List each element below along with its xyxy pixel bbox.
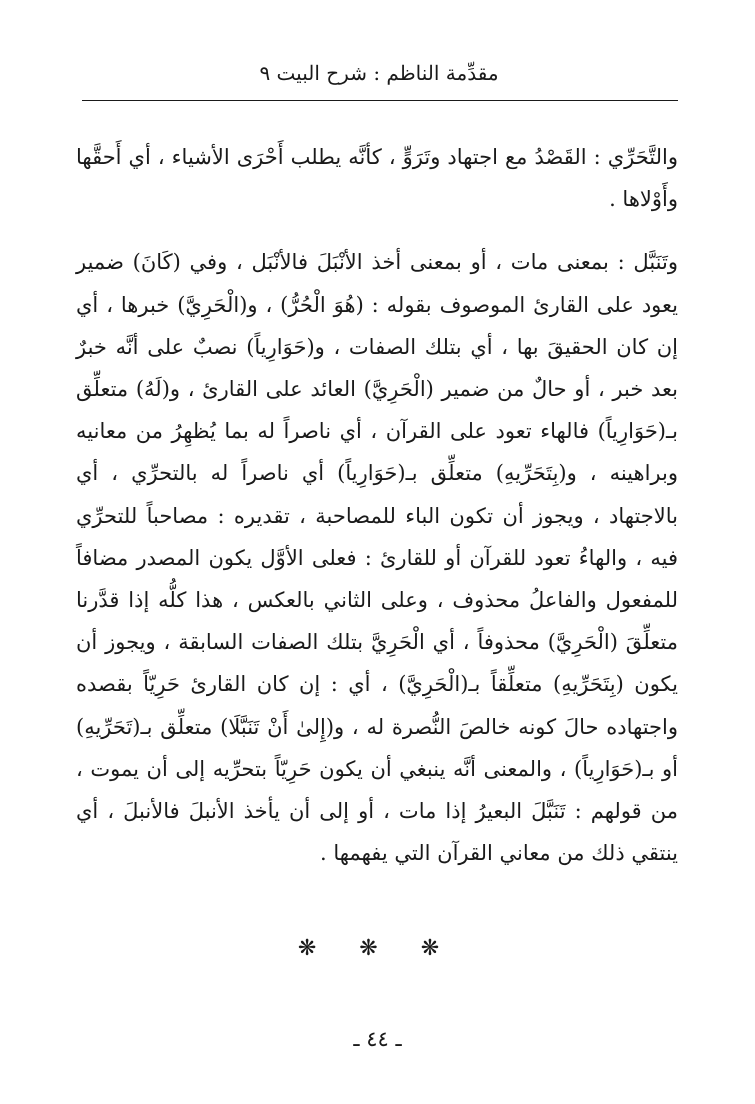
page-number: ـ ٤٤ ـ (353, 1027, 402, 1051)
header-rule (82, 100, 678, 101)
paragraph-definition-tahharri: والتَّحَرِّي : القَصْدُ مع اجتهاد وتَرَوٍّ ، كأنَّه يطلب أَحْرَى الأشياء ، أي أَحقَّها وأَوْلاها . (76, 145, 678, 212)
section-separator: ❋ ❋ ❋ (297, 936, 458, 961)
body-text (76, 136, 678, 874)
paragraph-definition-tanabbal: وتَنَبَّل : بمعنى مات ، أو بمعنى أخذ الأنْبَلَ فالأنْبَل ، وفي (كَانَ) ضمير يعود على القارئ الموصوف بقوله : (هُوَ الْحُرُّ) ، و(الْحَرِيَّ) خبرها ، أي إن كان الحقيقَ بها ، أي بتلك الصفات ، و(حَوَارِياً) نصبٌ على أنَّه خبرٌ بعد خبر ، أو حالٌ من ضمير (الْحَرِيَّ) العائد على القارئ ، و(لَهُ) متعلِّق بـ(حَوَارِياً) فالهاء تعود على القرآن ، أي ناصراً له بما يُظهِرُ من معانيه وبراهينه ، و(بِتَحَرِّيهِ) متعلِّق بـ(حَوَارِياً) أي ناصراً له بالتحرِّي ، أي بالاجتهاد ، ويجوز أن تكون الباء للمصاحبة ، تقديره : مصاحباً للتحرِّي فيه ، والهاءُ تعود للقرآن أو للقارئ : فعلى الأوَّل يكون المصدر مضافاً للمفعول والفاعلُ محذوف ، وعلى الثاني بالعكس ، هذا كلُّه إذا قدَّرنا متعلِّقَ (الْحَرِيَّ) محذوفاً ، أي الْحَرِيَّ بتلك الصفات السابقة ، ويجوز أن يكون (بِتَحَرِّيهِ) متعلِّقاً بـ(الْحَرِيَّ) ، أي : إن كان القارئ حَرِيّاً بقصده واجتهاده حالَ كونه خالصَ النُّصرة له ، و(إِلىٰ أَنْ تَنَبَّلَا) متعلِّق بـ(تَحَرِّيهِ) أو بـ(حَوَارِياً) ، والمعنى أنَّه ينبغي أن يكون حَرِيّاً بتحرِّيه إلى أن يموت ، من قولهم : تَنَبَّلَ البعيرُ إذا مات ، أو إلى أن يأخذ الأنبلَ فالأنبلَ ، أي ينتقي ذلك من معاني القرآن التي يفهمها . (76, 250, 678, 866)
running-title: مقدِّمة الناظم : شرح البيت ٩ (259, 61, 499, 85)
